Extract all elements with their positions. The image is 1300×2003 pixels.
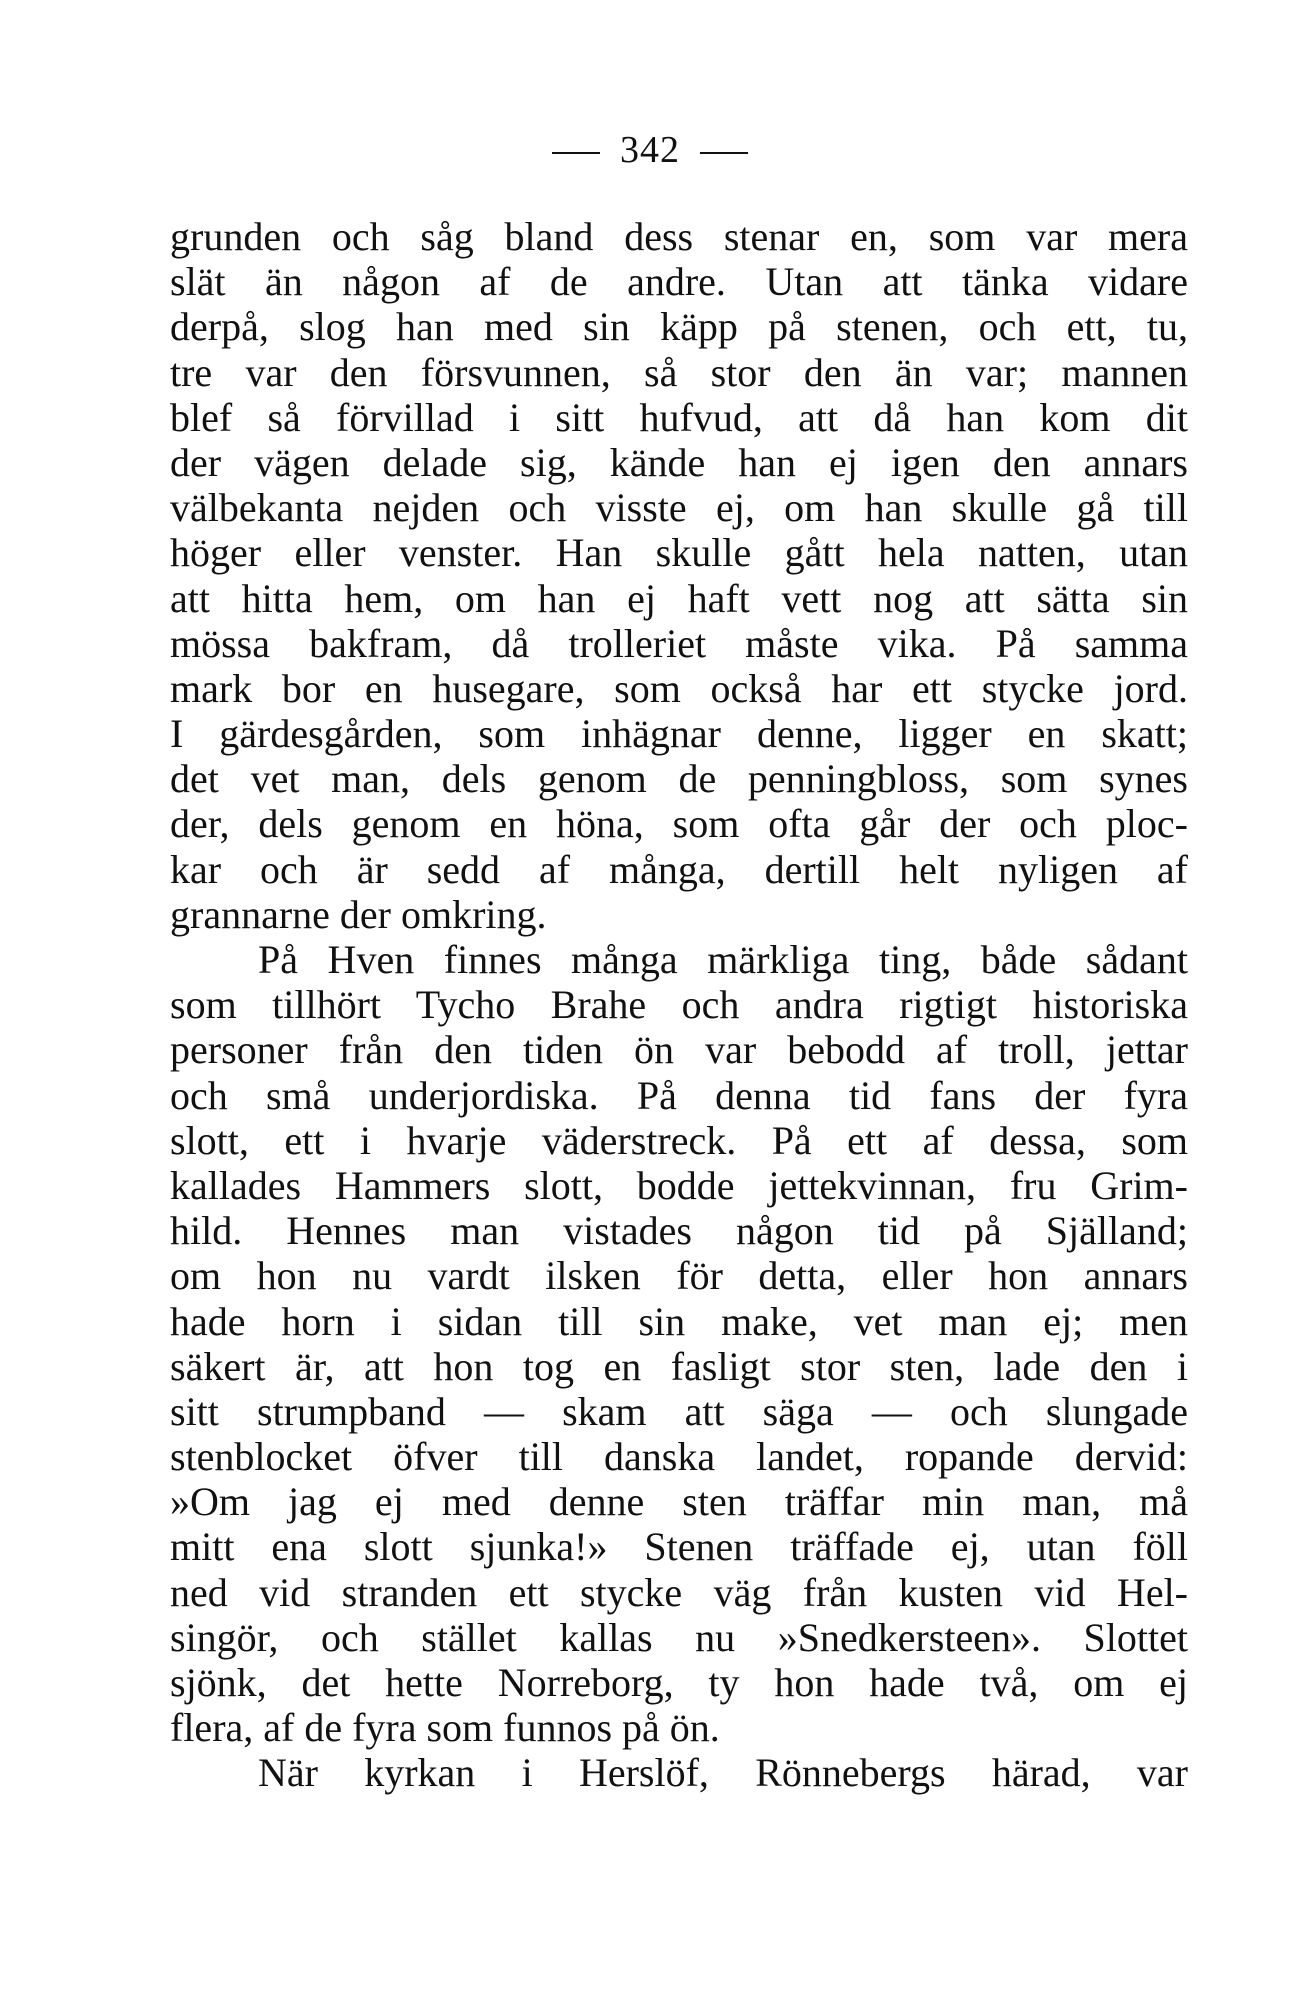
page-number: 342 xyxy=(620,129,680,171)
text-line-18: som tillhört Tycho Brahe och andra rigtigt historiska xyxy=(170,982,1188,1028)
text-line-14: der, dels genom en höna, som ofta går der och ploc- xyxy=(170,801,1188,847)
text-line-29: »Om jag ej med denne sten träffar min man, må xyxy=(170,1479,1188,1525)
text-line-31: ned vid stranden ett stycke väg från kusten vid Hel- xyxy=(170,1569,1188,1615)
header-dash-left xyxy=(552,152,600,154)
text-line-13: det vet man, dels genom de penningbloss, som synes xyxy=(170,756,1188,802)
text-line-12: I gärdesgården, som inhägnar denne, ligger en skatt; xyxy=(170,711,1188,757)
text-line-17: På Hven finnes många märkliga ting, både sådant xyxy=(258,937,1188,982)
text-line-32: singör, och stället kallas nu »Snedkersteen». Slottet xyxy=(170,1614,1188,1660)
text-line-19: personer från den tiden ön var bebodd af troll, jettar xyxy=(170,1027,1188,1073)
text-line-5: blef så förvillad i sitt hufvud, att då han kom dit xyxy=(170,394,1188,440)
text-line-9: att hitta hem, om han ej haft vett nog att sätta sin xyxy=(170,575,1188,621)
text-line-1: grunden och såg bland dess stenar en, som var mera xyxy=(170,214,1188,259)
text-line-24: om hon nu vardt ilsken för detta, eller hon annars xyxy=(170,1253,1188,1299)
text-line-34: flera, af de fyra som funnos på ön. xyxy=(170,1705,720,1751)
text-line-4: tre var den försvunnen, så stor den än var; mannen xyxy=(170,349,1188,395)
text-line-8: höger eller venster. Han skulle gått hela natten, utan xyxy=(170,530,1188,576)
text-line-3: derpå, slog han med sin käpp på stenen, och ett, tu, xyxy=(170,304,1188,350)
text-line-35: När kyrkan i Herslöf, Rönnebergs härad, var xyxy=(258,1750,1188,1796)
text-line-30: mitt ena slott sjunka!» Stenen träffade ej, utan föll xyxy=(170,1524,1188,1570)
text-line-26: säkert är, att hon tog en fasligt stor sten, lade den i xyxy=(170,1343,1188,1389)
text-line-27: sitt strumpband — skam att säga — och slungade xyxy=(170,1388,1188,1434)
text-line-7: välbekanta nejden och visste ej, om han skulle gå till xyxy=(170,485,1188,531)
text-line-6: der vägen delade sig, kände han ej igen den annars xyxy=(170,439,1188,485)
text-line-10: mössa bakfram, då trolleriet måste vika. På samma xyxy=(170,620,1188,666)
body-text xyxy=(170,214,1188,1796)
text-line-33: sjönk, det hette Norreborg, ty hon hade två, om ej xyxy=(170,1660,1188,1705)
text-line-28: stenblocket öfver till danska landet, ropande dervid: xyxy=(170,1434,1188,1480)
text-line-23: hild. Hennes man vistades någon tid på Själland; xyxy=(170,1208,1188,1254)
text-line-2: slät än någon af de andre. Utan att tänka vidare xyxy=(170,259,1188,305)
text-line-15: kar och är sedd af många, dertill helt nyligen af xyxy=(170,846,1188,892)
text-line-21: slott, ett i hvarje väderstreck. På ett af dessa, som xyxy=(170,1117,1188,1163)
text-line-16: grannarne der omkring. xyxy=(170,891,547,937)
page-header xyxy=(0,128,1300,172)
text-line-20: och små underjordiska. På denna tid fans der fyra xyxy=(170,1072,1188,1118)
text-line-22: kallades Hammers slott, bodde jettekvinnan, fru Grim- xyxy=(170,1162,1188,1208)
header-dash-right xyxy=(700,152,748,154)
text-line-11: mark bor en husegare, som också har ett stycke jord. xyxy=(170,665,1188,711)
text-line-25: hade horn i sidan till sin make, vet man ej; men xyxy=(170,1298,1188,1344)
